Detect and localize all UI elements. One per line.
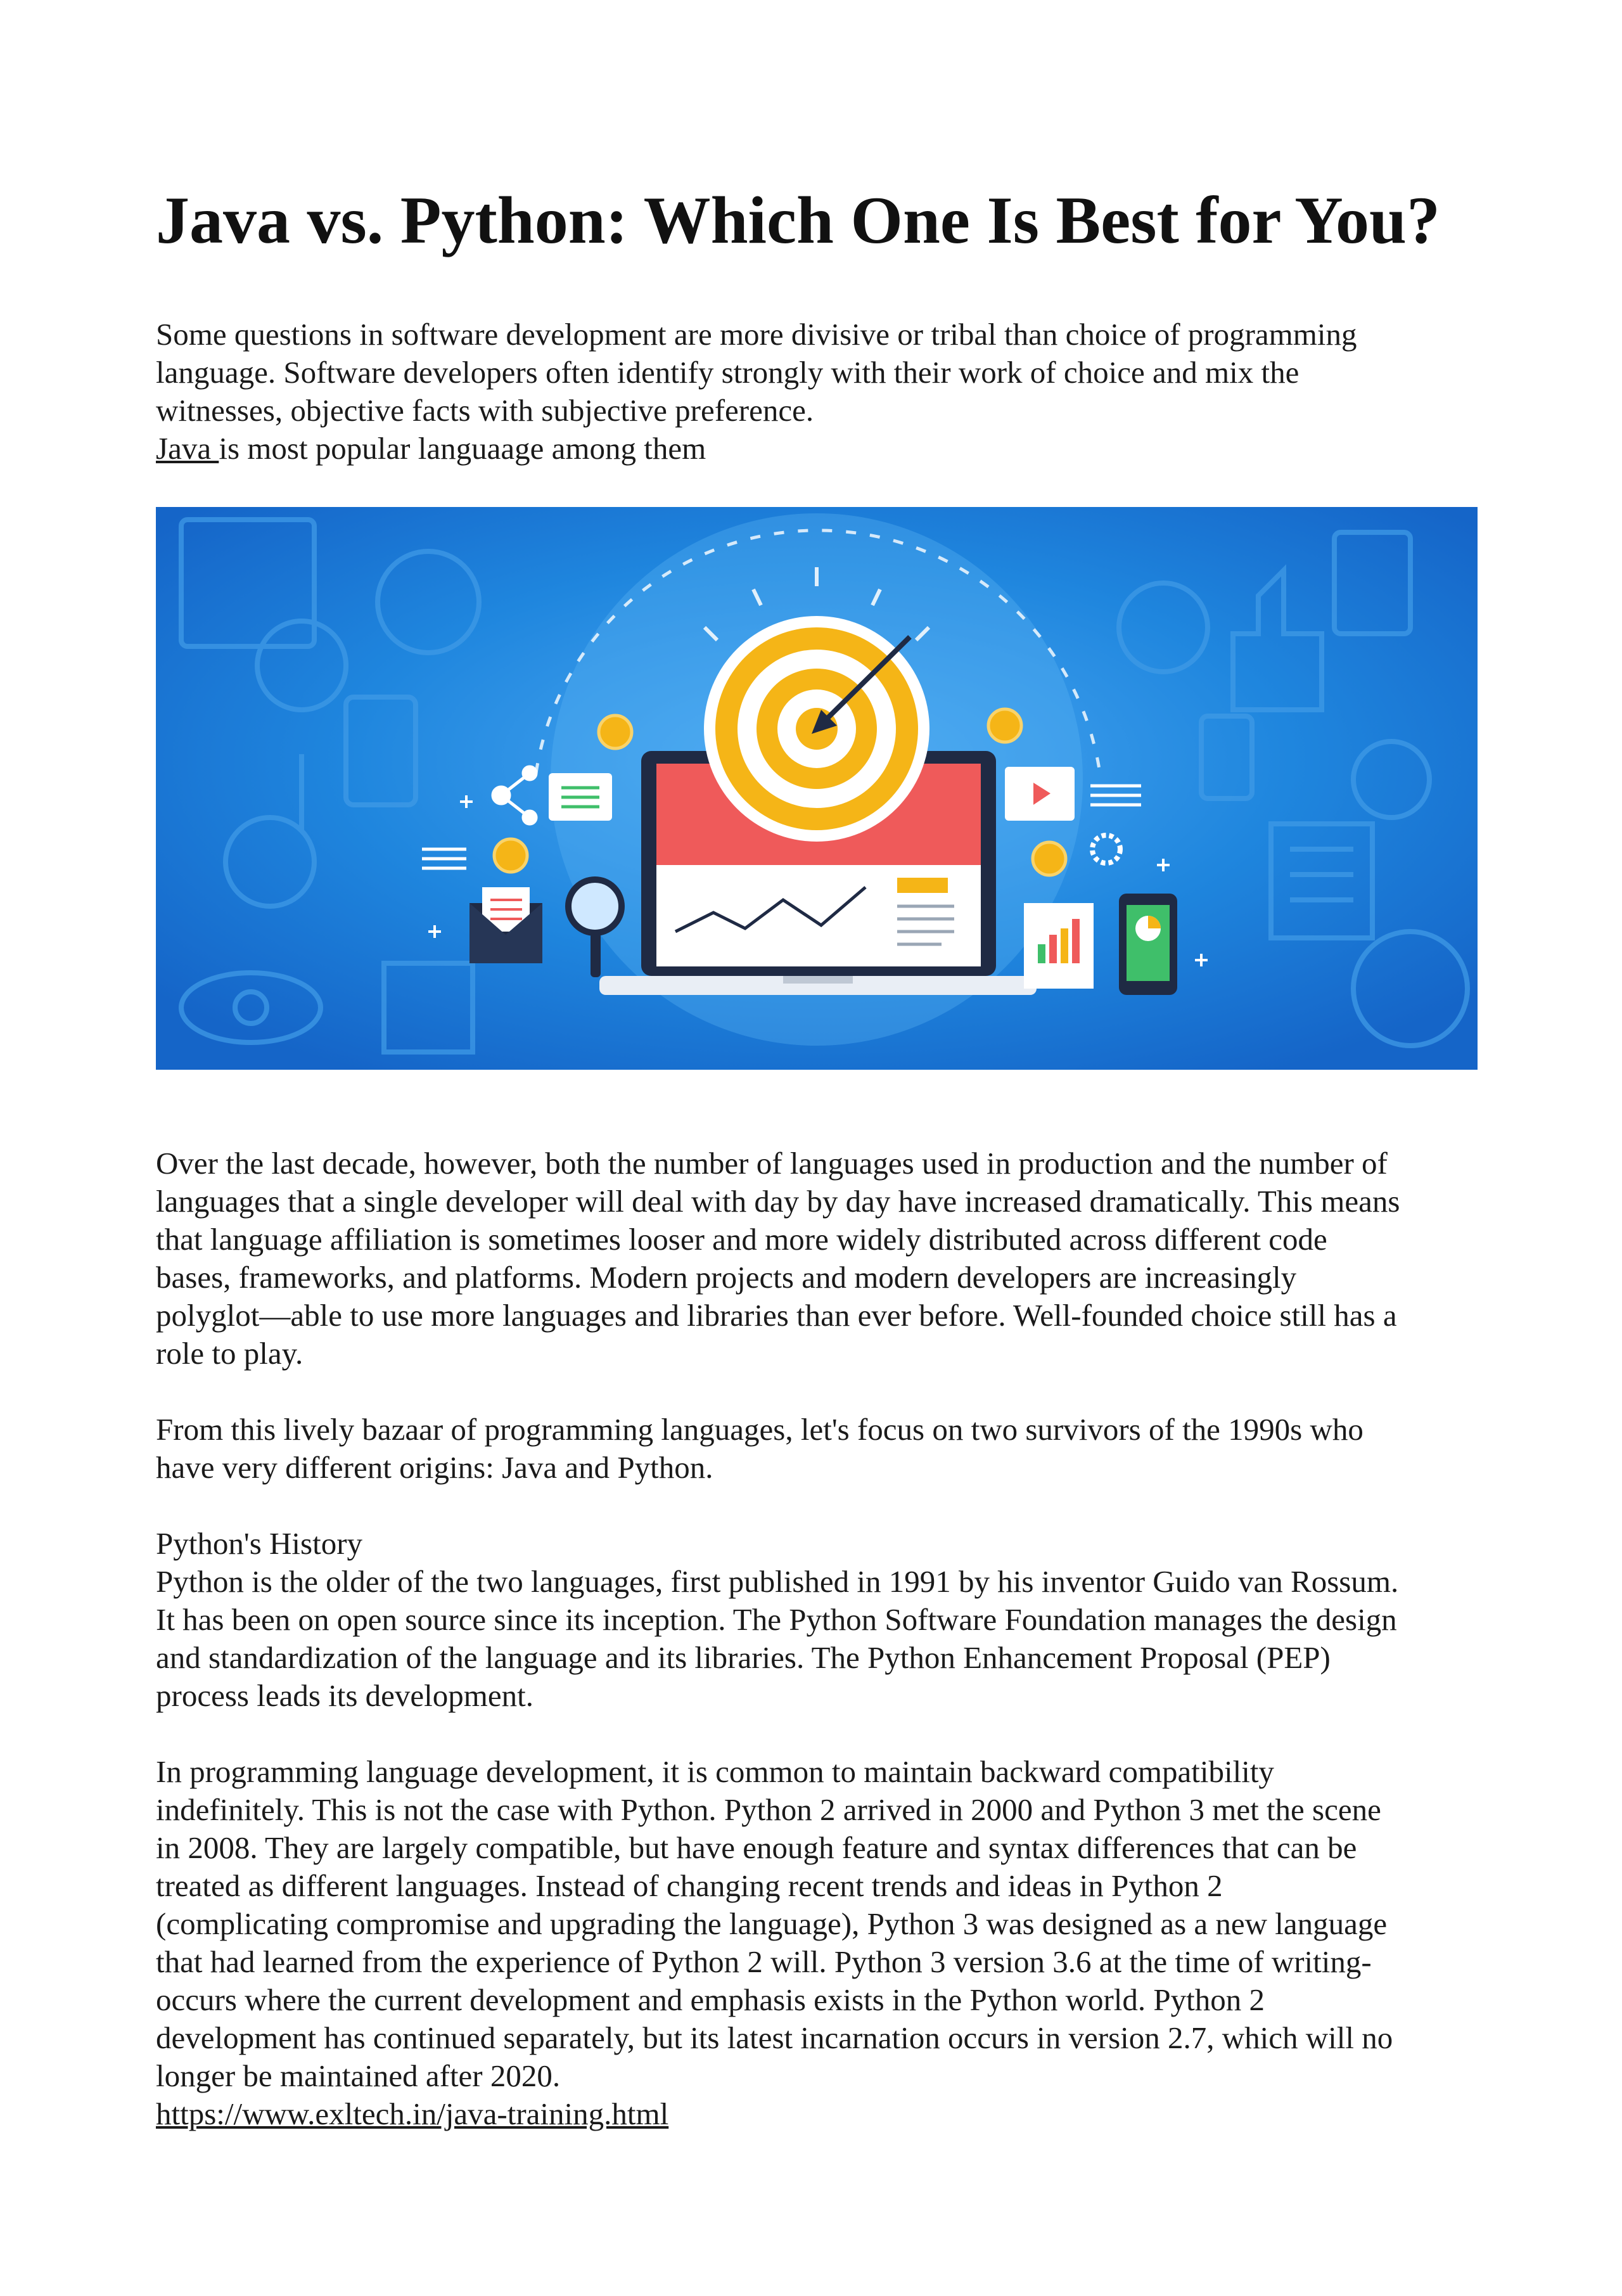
paragraph-line: in 2008. They are largely compatible, but have enough feature and syntax differences that can be [156, 1830, 1357, 1865]
url-line [156, 2095, 1486, 2133]
paragraph-line: that had learned from the experience of Python 2 will. Python 3 version 3.6 at the time of writing- [156, 1944, 1372, 1979]
section-heading: Python's History [156, 1526, 363, 1561]
hero-illustration [156, 507, 1478, 1070]
paragraph-line: that language affiliation is sometimes looser and more widely distributed across different code [156, 1222, 1327, 1257]
paragraph-line: In programming language development, it is common to maintain backward compatibility [156, 1754, 1274, 1789]
paragraph-line: languages that a single developer will deal with day by day have increased dramatically. This means [156, 1184, 1400, 1219]
paragraph-line: polyglot—able to use more languages and libraries than ever before. Well-founded choice still has a [156, 1298, 1397, 1333]
paragraph-line: From this lively bazaar of programming languages, let's focus on two survivors of the 1990s who [156, 1412, 1363, 1447]
paragraph-line: longer be maintained after 2020. [156, 2058, 561, 2093]
training-url-link[interactable]: https://www.exltech.in/java-training.html [156, 2096, 669, 2131]
java-link[interactable]: Java [156, 431, 219, 466]
page-title: Java vs. Python: Which One Is Best for You? [156, 183, 1440, 257]
paragraph-line: Over the last decade, however, both the number of languages used in production and the number of [156, 1146, 1388, 1181]
paragraph-compatibility [156, 1753, 1486, 2133]
paragraph-line: Python is the older of the two languages, first published in 1991 by his inventor Guido van Rossum. [156, 1564, 1399, 1599]
paragraph-bazaar [156, 1411, 1486, 1487]
paragraph-line: role to play. [156, 1336, 303, 1371]
paragraph-line: indefinitely. This is not the case with Python. Python 2 arrived in 2000 and Python 3 met the scene [156, 1792, 1381, 1827]
paragraph-line: process leads its development. [156, 1678, 534, 1713]
paragraph-line: development has continued separately, but its latest incarnation occurs in version 2.7, which will no [156, 2020, 1393, 2055]
paragraph-line: (complicating compromise and upgrading the language), Python 3 was designed as a new language [156, 1906, 1388, 1941]
paragraph-line: and standardization of the language and its libraries. The Python Enhancement Proposal (PEP) [156, 1640, 1331, 1675]
paragraph-decade [156, 1145, 1486, 1373]
intro-line: language. Software developers often identify strongly with their work of choice and mix the [156, 355, 1300, 390]
paragraph-line: have very different origins: Java and Python. [156, 1450, 713, 1485]
python-history-section [156, 1525, 1486, 1715]
intro-line: witnesses, objective facts with subjective preference. [156, 393, 814, 428]
paragraph-line: bases, frameworks, and platforms. Modern projects and modern developers are increasingly [156, 1260, 1297, 1295]
intro-line-java [156, 430, 1486, 468]
intro-paragraph [156, 316, 1486, 468]
java-line-rest: is most popular languaage among them [219, 431, 706, 466]
intro-line: Some questions in software development are more divisive or tribal than choice of programming [156, 317, 1357, 352]
paragraph-line: occurs where the current development and emphasis exists in the Python world. Python 2 [156, 1982, 1265, 2017]
target-analytics-illustration-icon [156, 507, 1478, 1070]
paragraph-line: treated as different languages. Instead of changing recent trends and ideas in Python 2 [156, 1868, 1223, 1903]
paragraph-line: It has been on open source since its inception. The Python Software Foundation manages the design [156, 1602, 1397, 1637]
